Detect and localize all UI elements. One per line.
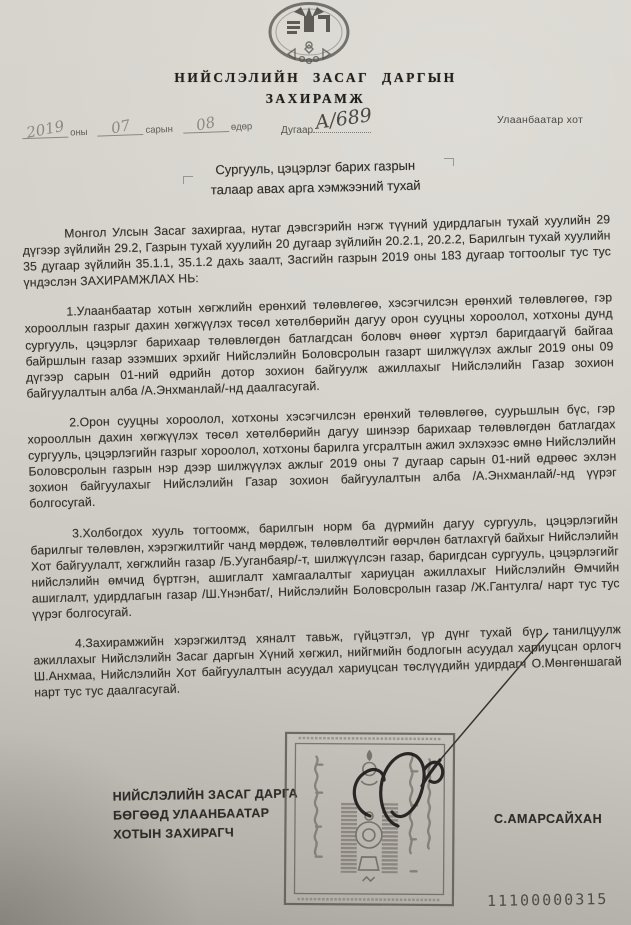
handwritten-year: 2019	[24, 116, 66, 142]
decree-body	[22, 211, 623, 715]
official-stamp	[282, 730, 456, 907]
org-header-line2: ЗАХИРАМЖ	[265, 90, 366, 106]
year-label: оны	[70, 126, 88, 139]
signatory-position-line1: НИЙСЛЭЛИЙН ЗАСАГ ДАРГА	[112, 786, 298, 804]
paragraph-4: 4.Захирамжийн хэрэгжилтэд хяналт тавьж, гүйцэтгэл, үр дүнг тухай бүр танилцуулж ажиллахыг Нийслэлийн Засаг даргын Хүний хөгжил, нийгмийн бодлогын асуудал хариуцсан орлогч Ш.Анхмаа, Нийслэлийн Хот байгуулалтын асуудал хариуцсан төслүүдийн удирдагч О.Мөнгөншагай нарт тус тус даалгасугай.	[33, 622, 622, 700]
year-underline	[22, 116, 69, 142]
signatory-position-line3: ХОТЫН ЗАХИРАГЧ	[113, 825, 235, 842]
city-emblem-icon	[266, 2, 352, 68]
city-label: Улаанбаатар хот	[497, 114, 584, 126]
document-number-label: Дугаар	[281, 125, 314, 136]
day-underline	[182, 113, 229, 134]
registration-number: 11100000315	[486, 889, 609, 911]
signatory-position	[113, 784, 299, 843]
paragraph-1: 1.Улаанбаатар хотын хөгжлийн ерөнхий төлөвлөгөө, хэсэгчилсэн ерөнхий төлөвлөгөө, гэр хорооллын газрыг дахин хөгжүүлэх төсөл хөтөлбөрийн дагуу орон сууцны хороолол, хотхоны дунд сургууль, цэцэрлэг барихаар төлөвлөгдөн батлагдсан боловч өнөөг хүртэл баригдаагүй байгаа байршлын газар эзэмших эрхийг Нийслэлийн Боловсролын газарт шилжүүлэх ажлыг 2019 оны 09 дүгээр сарын 01-ний өдрийн дотор зохион байгуулж ажиллахыг Нийслэлийн Газар зохион байгуулалтын алба /А.Энхманлай/-нд даалгасугай.	[24, 290, 615, 401]
day-label: өдөр	[230, 121, 253, 133]
org-header	[0, 68, 631, 110]
paragraph-preamble: Монгол Улсын Засаг захиргаа, нутаг дэвсгэрийн нэгж түүний удирдлагын тухай хуулийн 29 дүгээр зүйлийн 29.2, Газрын тухай хуулийн 20 дугаар зүйлийн 20.2.1, 20.2.2, Барилгын тухай хуулийн 35 дугаар зүйлийн 35.1.1, 35.1.2 дахь заалт, Засгийн газрын 2019 оны 183 дугаар тогтоолыг тус тус үндэслэн ЗАХИРАМЖЛАХ НЬ:	[22, 212, 612, 290]
crop-corner-mark-left	[183, 176, 193, 184]
title-line2: талаар авах арга хэмжээний тухай	[210, 177, 421, 198]
crop-corner-mark-right	[444, 158, 454, 166]
date-line	[22, 112, 263, 140]
handwritten-document-number: А/689	[313, 104, 374, 134]
handwritten-month: 07	[109, 116, 132, 138]
org-header-line1: НИЙСЛЭЛИЙН ЗАСАГ ДАРГЫН	[174, 70, 457, 85]
document-title	[0, 151, 631, 206]
signatory-position-line2: БӨГӨӨД УЛААНБААТАР	[112, 805, 270, 823]
document-number	[281, 104, 374, 136]
signatory-name: С.АМАРСАЙХАН	[494, 812, 603, 826]
month-label: сарын	[145, 123, 174, 136]
handwritten-day: 08	[194, 113, 217, 135]
paragraph-3: 3.Холбогдох хууль тогтоомж, барилгын норм ба дүрмийн дагуу сургууль, цэцэрлэгийн барилгыг төлөвлөн, хэрэгжилтийг чанд мөрдөж, төлөвлөлтийг өөрчлөн батлахгүй байхыг Нийслэлийн Хот байгуулалт, хөгжлийн газар /Б.Ууганбаяр/-т, шилжүүлсэн газар, баригдсан сургууль, цэцэрлэгийг нийслэлийн өмчид бүртгэн, ашиглалт хамгаалалтыг хариуцан ажиллахыг Нийслэлийн Өмчийн ашиглалт, удирдлагын газар /Ш.Үнэнбат/, Нийслэлийн Боловсролын газар /Ж.Гантулга/ нарт тус тус үүрэг болгосугай.	[30, 511, 620, 622]
paragraph-2: 2.Орон сууцны хороолол, хотхоны хэсэгчилсэн ерөнхий төлөвлөгөө, суурьшлын бүс, гэр хорооллын дахин хөгжүүлэх төсөл хөтөлбөрийн дагуу шинээр барихаар төлөвлөгдөн батлагдах сургууль, цэцэрлэгийн газрыг хороолол, хотхоны барилга угсралтын ажил эхлэхээс өмнө Нийслэлийн Боловсролын газрын нэр дээр шилжүүлэх ажлыг 2019 оны 7 дугаар сарын 01-ний өдрөөс эхлэн зохион байгуулахыг Нийслэлийн Газар зохион байгуулалтын алба /А.Энхманлай/-нд үүрэг болгосугай.	[27, 401, 617, 512]
month-underline	[97, 116, 144, 137]
title-line1: Сургууль, цэцэрлэг барих газрын	[215, 157, 416, 178]
